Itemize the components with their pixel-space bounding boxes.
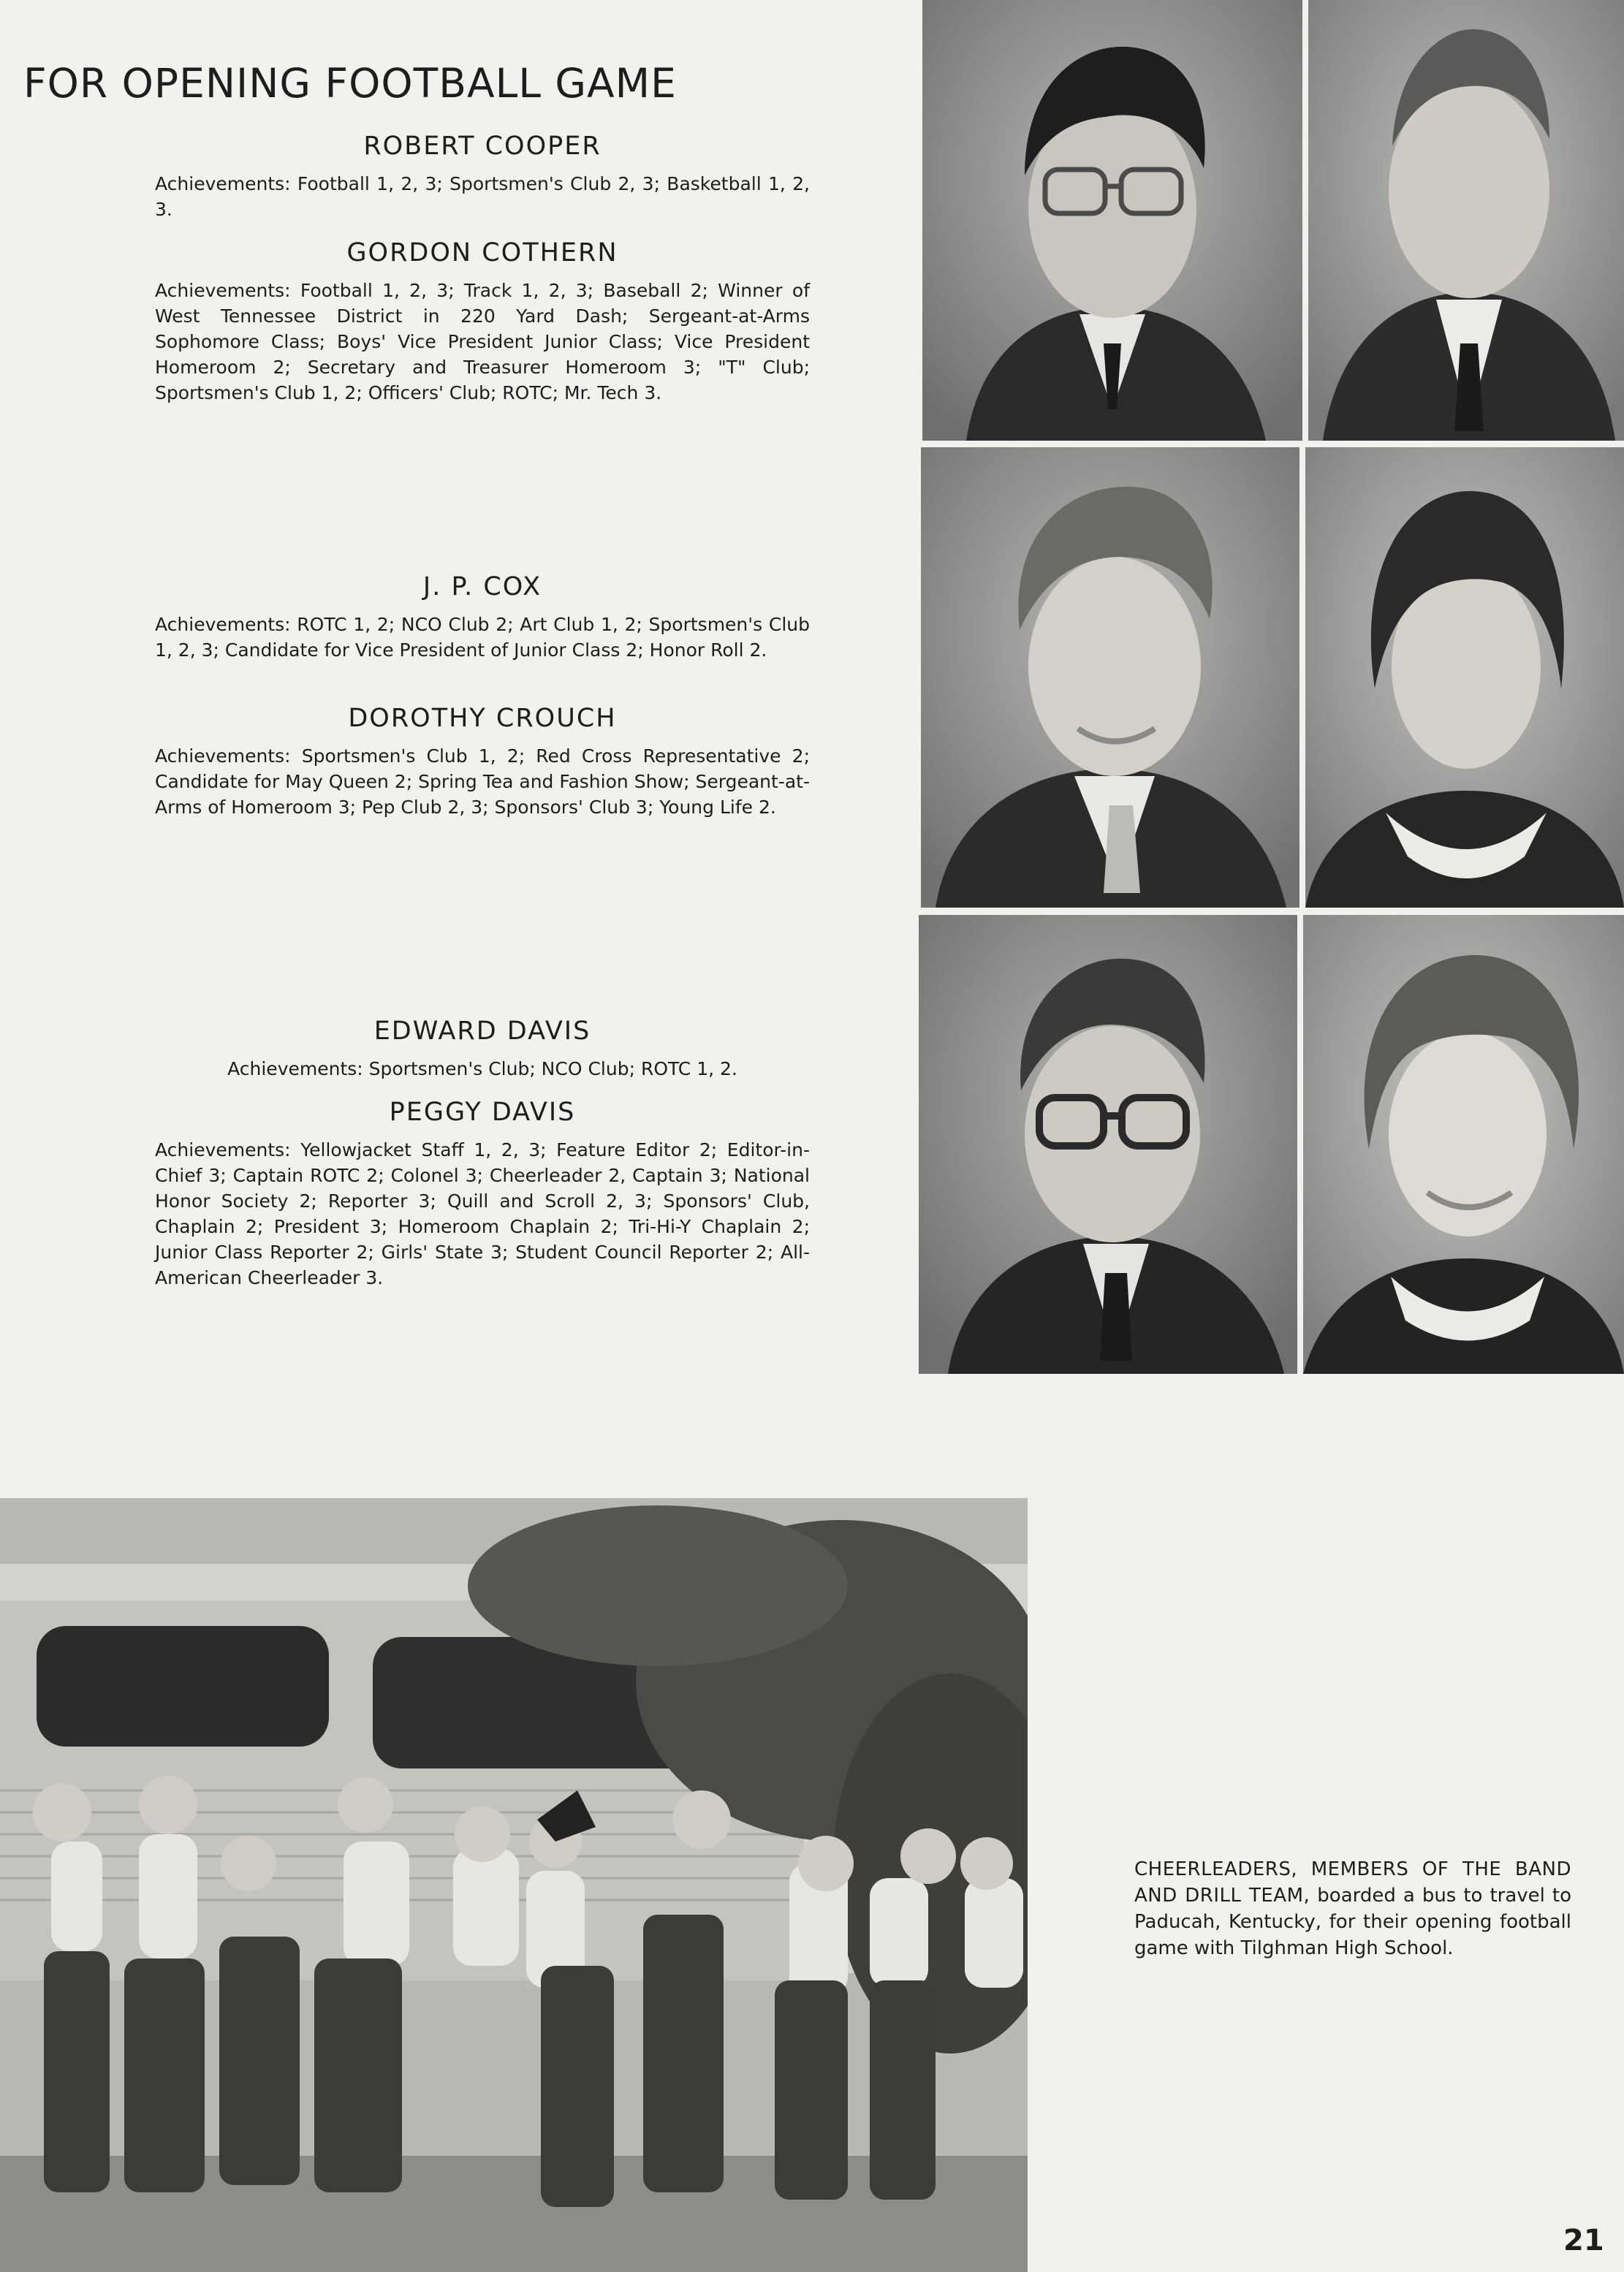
portrait-photo-edward-davis [919,915,1297,1374]
senior-name: DOROTHY CROUCH [348,704,617,733]
senior-name: ROBERT COOPER [363,132,602,161]
senior-entry-robert-cooper [155,132,810,222]
senior-entry-gordon-cothern [155,238,810,406]
senior-achievements: Achievements: Football 1, 2, 3; Track 1, 2, 3; Baseball 2; Winner of West Tennessee District in 220 Yard Dash; Sergeant-at-Arms Sophomore Class; Boys' Vice President Junior Class; Vice President Homeroom 2; Secretary and Treasurer Homeroom 3; "T" Club; Sportsmen's Club 1, 2; Officers' Club; ROTC; Mr. Tech 3. [155,280,810,403]
photo-caption [1134,1856,1571,1961]
senior-name: GORDON COTHERN [346,238,618,267]
caption-lead: CHEERLEADERS, MEMBERS OF THE BAND AND DRILL TEAM, [1134,1858,1571,1907]
page-number: 21 [1563,2224,1604,2257]
senior-entry-peggy-davis [155,1098,810,1291]
senior-achievements: Achievements: Football 1, 2, 3; Sportsmen's Club 2, 3; Basketball 1, 2, 3. [155,173,810,220]
group-photo-bus-boarding [0,1498,1028,2272]
senior-achievements: Achievements: ROTC 1, 2; NCO Club 2; Art Club 1, 2; Sportsmen's Club 1, 2, 3; Candidate for Vice President of Junior Class 2; Honor Roll 2. [155,614,810,661]
page-title: FOR OPENING FOOTBALL GAME [23,60,677,107]
senior-entry-edward-davis [155,1017,810,1082]
senior-name: J. P. COX [422,572,542,601]
caption-text: boarded a bus to travel to Paducah, Kentucky, for their opening football game with Tilghman High School. [1134,1885,1571,1959]
portrait-photo-jp-cox [921,447,1299,908]
portrait-photo-peggy-davis [1303,915,1624,1374]
senior-entry-dorothy-crouch [155,704,810,820]
senior-name: EDWARD DAVIS [373,1017,591,1046]
senior-achievements: Achievements: Sportsmen's Club; NCO Club; ROTC 1, 2. [227,1058,737,1079]
portrait-photo-dorothy-crouch [1305,447,1624,908]
senior-achievements: Achievements: Yellowjacket Staff 1, 2, 3; Feature Editor 2; Editor-in-Chief 3; Captain ROTC 2; Colonel 3; Cheerleader 2, Captain 3; National Honor Society 2; Reporter 3; Quill and Scroll 2, 3; Sponsors' Club, Chaplain 2; President 3; Homeroom Chaplain 2; Tri-Hi-Y Chaplain 2; Junior Class Reporter 2; Girls' State 3; Student Council Reporter 2; All-American Cheerleader 3. [155,1139,810,1288]
portrait-photo-robert-cooper [922,0,1302,441]
senior-achievements: Achievements: Sportsmen's Club 1, 2; Red Cross Representative 2; Candidate for May Queen 2; Spring Tea and Fashion Show; Sergeant-at-Arms of Homeroom 3; Pep Club 2, 3; Sponsors' Club 3; Young Life 2. [155,745,810,818]
portrait-photo-gordon-cothern [1308,0,1624,441]
senior-name: PEGGY DAVIS [389,1098,576,1127]
senior-entry-jp-cox [155,572,810,663]
